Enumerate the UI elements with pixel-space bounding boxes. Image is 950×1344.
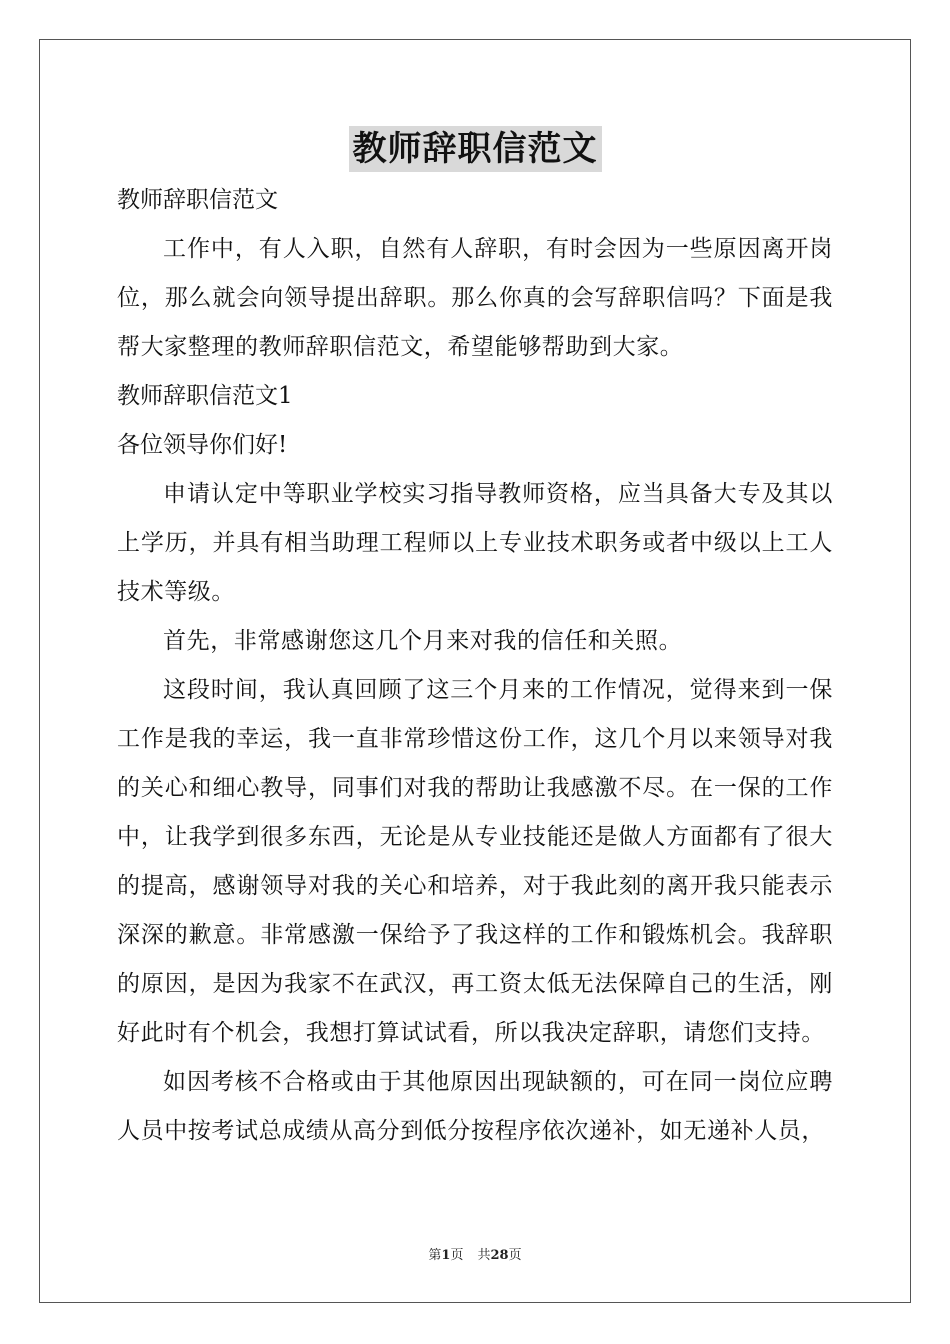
document-title-block <box>0 126 950 172</box>
document-subtitle: 教师辞职信范文 <box>117 187 278 213</box>
current-page-number: 1 <box>441 1248 451 1263</box>
body-paragraph: 这段时间，我认真回顾了这三个月来的工作情况，觉得来到一保工作是我的幸运，我一直非常珍惜这份工作，这几个月以来领导对我的关心和细心教导，同事们对我的帮助让我感激不尽。在一保的工作中，让我学到很多东西，无论是从专业技能还是做人方面都有了很大的提高，感谢领导对我的关心和培养，对于我此刻的离开我只能表示深深的歉意。非常感激一保给予了我这样的工作和锻炼机会。我辞职的原因，是因为我家不在武汉，再工资太低无法保障自己的生活，刚好此时有个机会，我想打算试试看，所以我决定辞职，请您们支持。 <box>117 677 833 1046</box>
greeting: 各位领导你们好! <box>117 432 288 458</box>
total-prefix: 共 <box>477 1248 491 1263</box>
intro-paragraph: 工作中，有人入职，自然有人辞职，有时会因为一些原因离开岗位，那么就会向领导提出辞职。那么你真的会写辞职信吗？下面是我帮大家整理的教师辞职信范文，希望能够帮助到大家。 <box>117 236 833 360</box>
page-suffix: 页 <box>450 1248 464 1263</box>
page-prefix: 第 <box>428 1248 442 1263</box>
page-footer <box>0 1244 950 1263</box>
total-page-count: 28 <box>490 1248 509 1263</box>
document-title: 教师辞职信范文 <box>349 126 602 172</box>
total-suffix: 页 <box>508 1248 522 1263</box>
body-paragraph: 首先，非常感谢您这几个月来对我的信任和关照。 <box>163 628 683 654</box>
document-body <box>117 176 833 1156</box>
body-paragraph: 申请认定中等职业学校实习指导教师资格，应当具备大专及其以上学历，并具有相当助理工程师以上专业技术职务或者中级以上工人技术等级。 <box>117 481 833 605</box>
body-paragraph: 如因考核不合格或由于其他原因出现缺额的，可在同一岗位应聘人员中按考试总成绩从高分到低分按程序依次递补，如无递补人员， <box>117 1069 833 1144</box>
section-heading: 教师辞职信范文1 <box>117 383 293 409</box>
